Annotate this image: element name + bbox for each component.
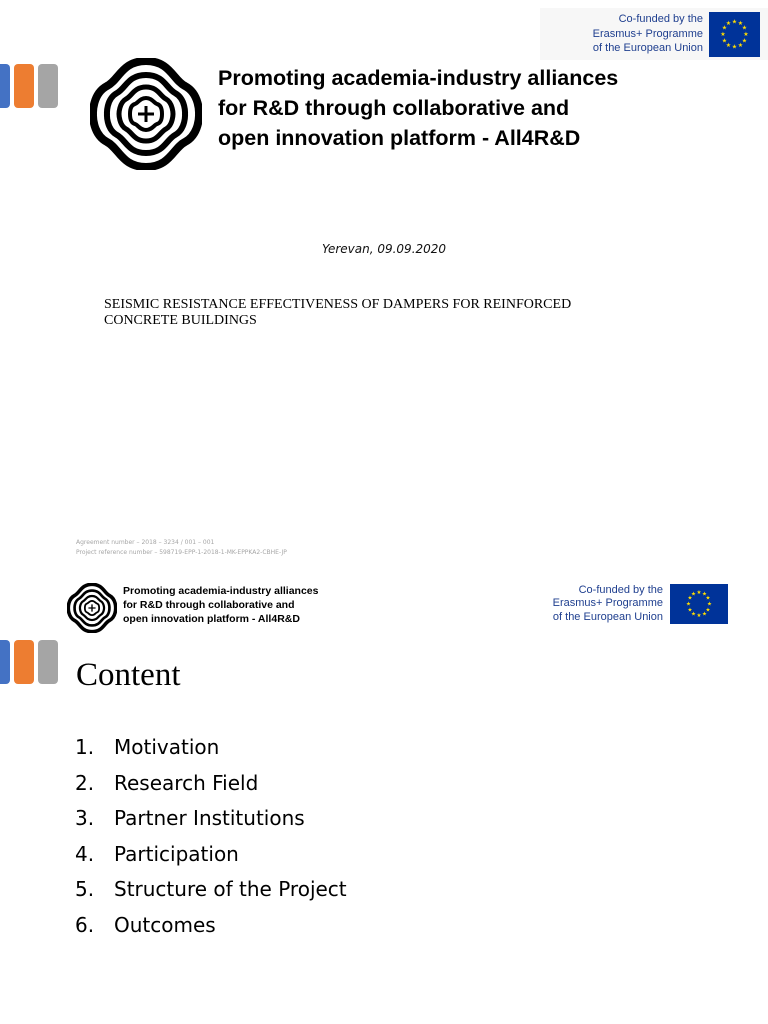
agreement-number: Agreement number – 2018 – 3234 / 001 – 001 [76,539,215,546]
project-title-line: open innovation platform - All4R&D [218,126,581,150]
list-item-label: Participation [114,841,239,866]
accent-bar-blue [0,640,10,684]
list-item [75,730,347,766]
eu-cofunded-badge [540,8,768,60]
svg-text:★: ★ [702,611,707,618]
svg-text:★: ★ [741,24,748,31]
eu-line: of the European Union [592,42,703,55]
svg-text:★: ★ [702,591,707,598]
list-item [75,837,347,873]
svg-text:★: ★ [696,590,702,596]
svg-text:★: ★ [725,19,732,27]
svg-text:★: ★ [687,595,693,602]
svg-text:★: ★ [696,613,702,619]
list-item-number: 4. [75,841,95,866]
accent-bar-orange [14,64,34,108]
svg-text:★: ★ [731,43,738,50]
list-item-label: Partner Institutions [114,806,305,830]
content-heading: Content [76,657,181,693]
eu-cofunded-badge [544,582,730,626]
all4rd-logo-icon [67,583,117,633]
svg-text:★: ★ [725,41,732,49]
project-title [218,63,618,153]
eu-line: Erasmus+ Programme [592,27,703,40]
accent-bars [0,64,58,108]
project-reference-number: Project reference number – 598719-EPP-1-2018-1-MK-EPPKA2-CBHE-JP [76,549,287,556]
svg-text:★: ★ [743,30,749,38]
project-title-line: for R&D through collaborative and [218,96,570,120]
project-title-line: for R&D through collaborative and [123,599,295,611]
svg-text:★: ★ [721,37,728,44]
svg-text:★: ★ [705,595,711,602]
eu-flag-icon [709,12,760,57]
list-item [75,908,347,944]
list-item-number: 3. [75,806,95,830]
svg-text:★: ★ [720,30,726,38]
list-item-label: Research Field [114,770,259,795]
all4rd-logo-icon [90,58,202,170]
list-item-label: Outcomes [114,912,216,937]
eu-line: of the European Union [552,610,663,623]
project-title-line: open innovation platform - All4R&D [123,613,300,625]
list-item-label: Motivation [114,735,220,759]
svg-text:★: ★ [686,601,691,608]
svg-text:★: ★ [741,37,748,44]
svg-text:★: ★ [721,24,728,31]
eu-cofunded-text [544,584,663,625]
svg-text:★: ★ [737,41,744,49]
accent-bar-orange [14,640,34,684]
list-item-number: 6. [75,912,95,937]
list-item-number: 2. [75,770,95,795]
svg-text:★: ★ [687,607,693,614]
paper-title-line: CONCRETE BUILDINGS [104,313,257,328]
svg-text:★: ★ [691,591,696,598]
eu-flag-icon [670,584,728,624]
list-item-number: 5. [75,877,95,901]
paper-title [104,297,624,329]
svg-text:★: ★ [705,607,711,614]
accent-bars [0,640,58,684]
location-date: Yerevan, 09.09.2020 [321,242,447,256]
svg-text:★: ★ [737,19,744,27]
eu-line: Co-funded by the [618,13,703,26]
svg-text:★: ★ [707,601,712,608]
eu-line: Erasmus+ Programme [552,597,663,610]
agreement-info [76,538,287,558]
svg-text:★: ★ [731,18,738,25]
list-item [75,801,347,837]
project-title-line: Promoting academia-industry alliances [218,66,619,90]
svg-text:★: ★ [691,611,696,618]
accent-bar-gray [38,640,58,684]
list-item-label: Structure of the Project [114,877,347,901]
accent-bar-blue [0,64,10,108]
paper-title-line: SEISMIC RESISTANCE EFFECTIVENESS OF DAMPERS FOR REINFORCED [104,297,572,312]
project-title [123,584,318,626]
accent-bar-gray [38,64,58,108]
eu-cofunded-text [540,12,703,56]
eu-line: Co-funded by the [578,583,663,596]
list-item-number: 1. [75,735,95,759]
list-item [75,872,347,908]
content-list [75,730,347,943]
list-item [75,766,347,802]
project-title-line: Promoting academia-industry alliances [123,585,319,597]
